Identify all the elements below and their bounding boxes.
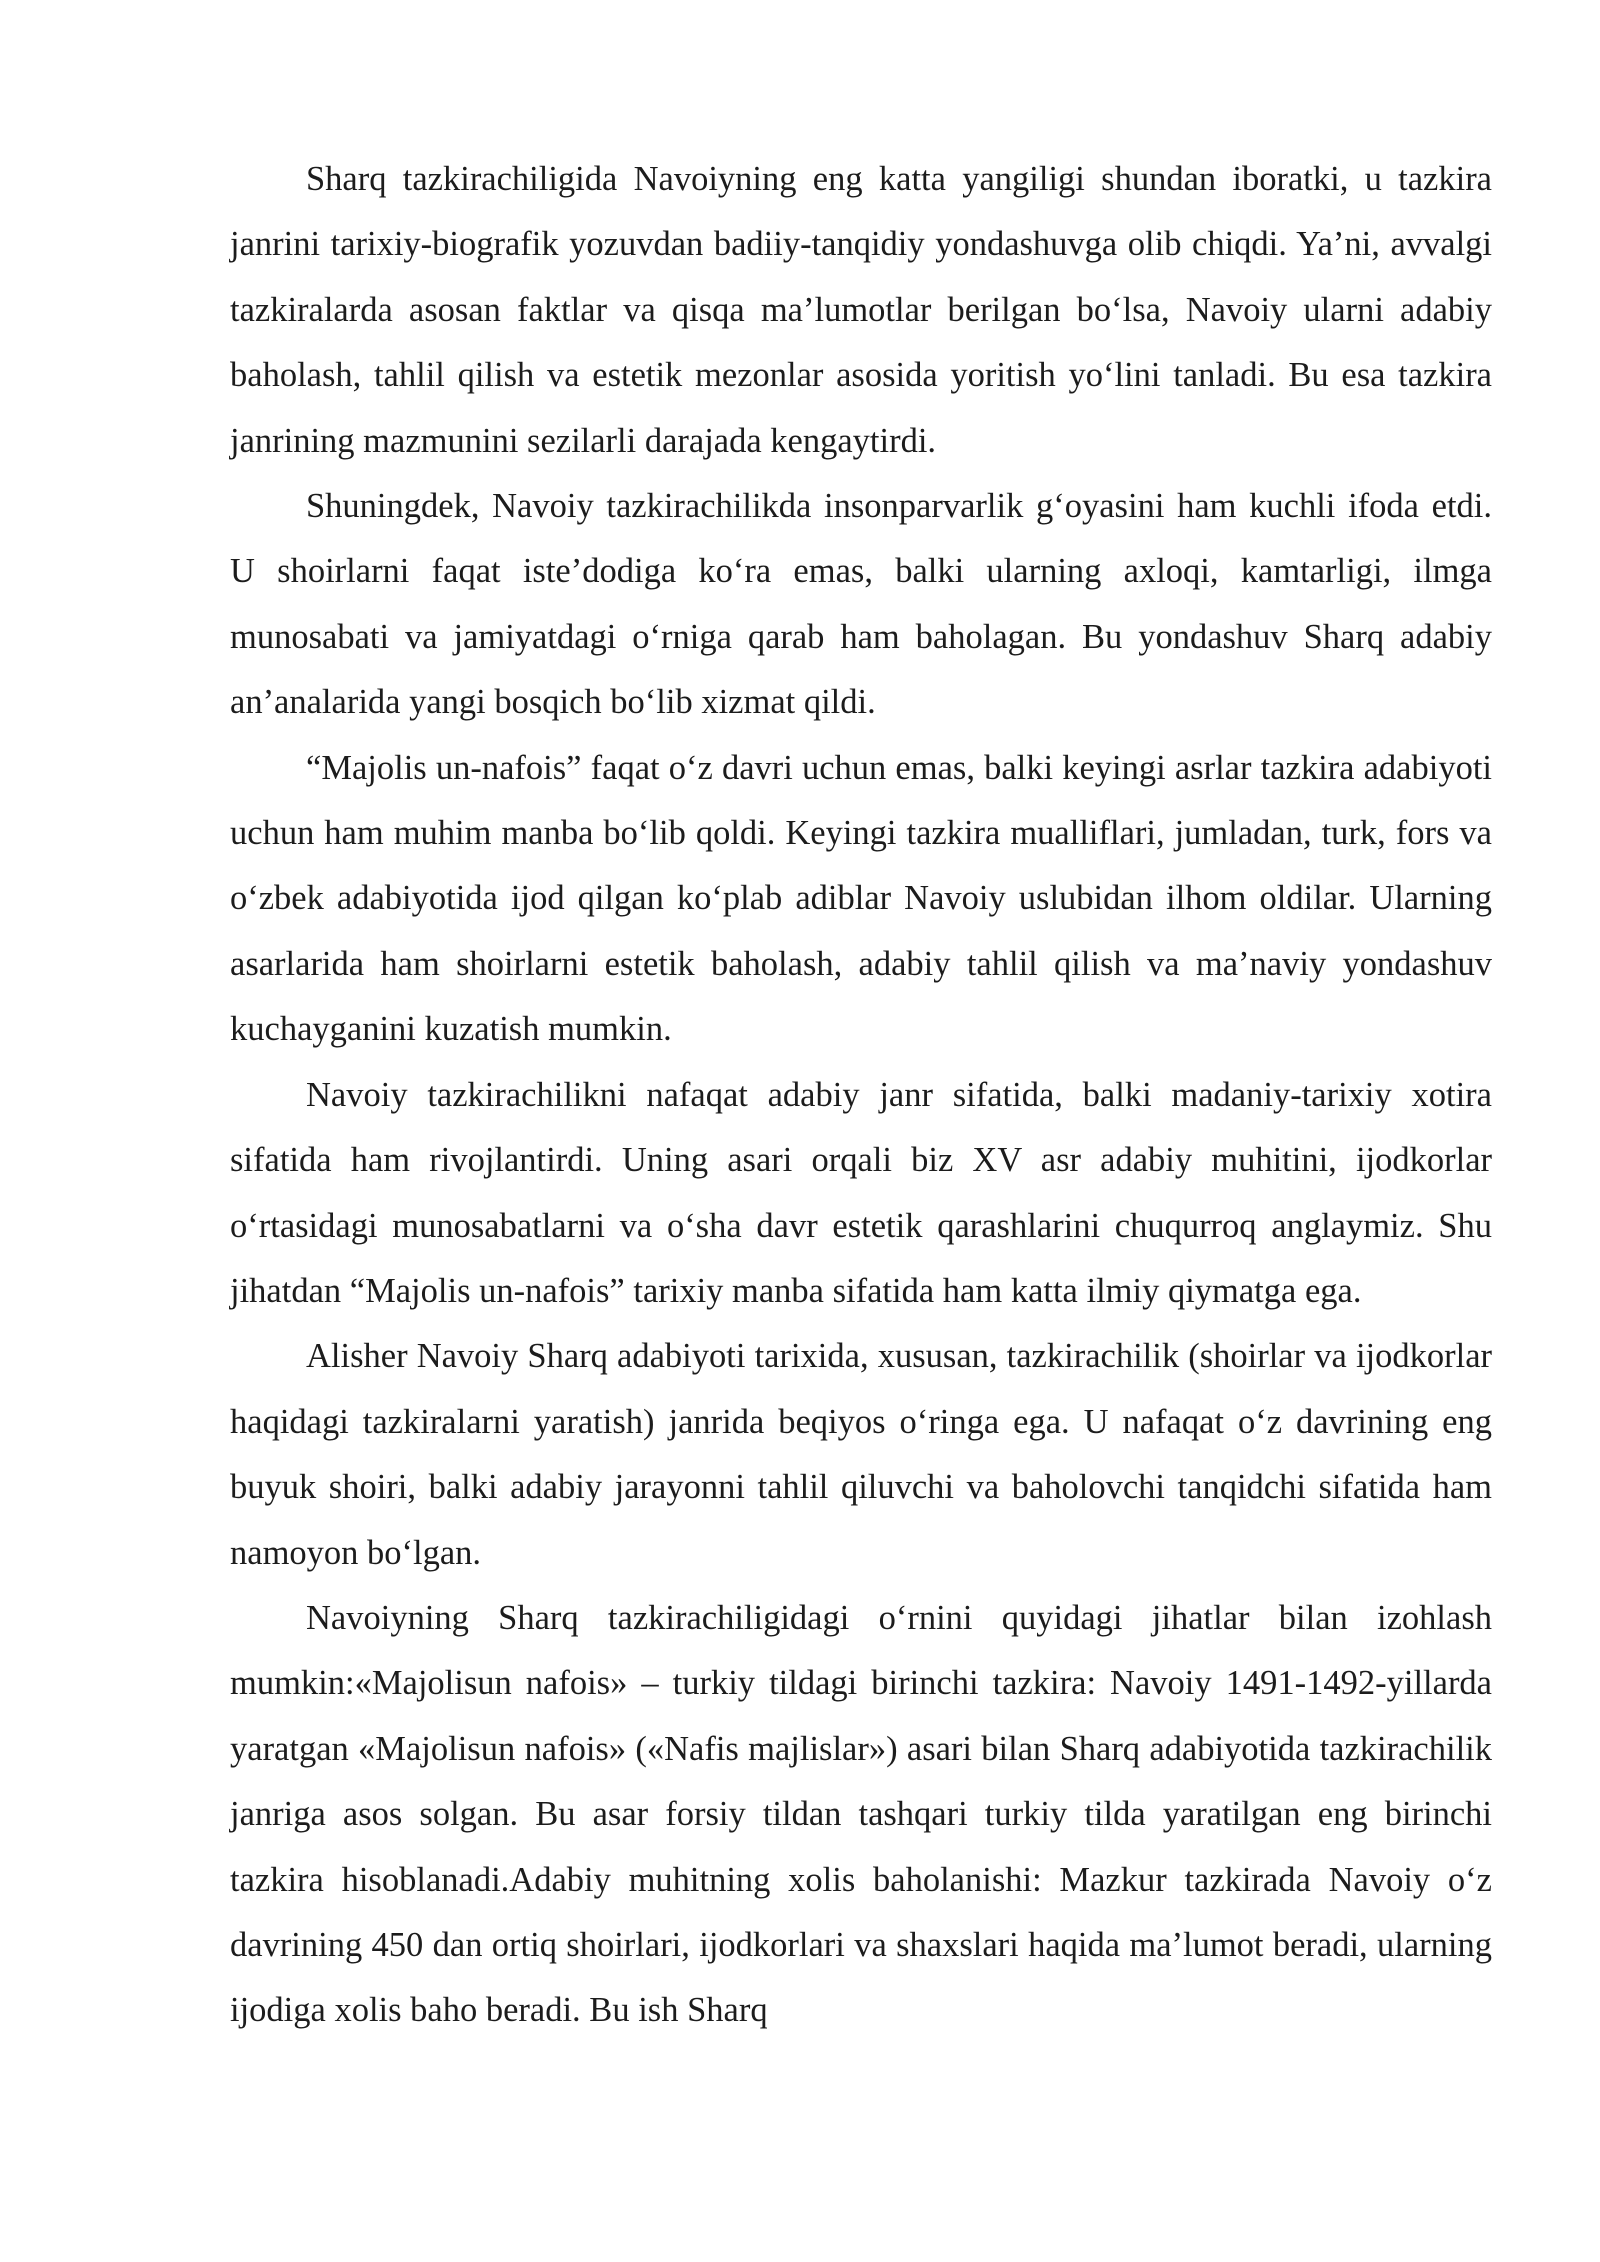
paragraph-5: Alisher Navoiy Sharq adabiyoti tarixida, xususan, tazkirachilik (shoirlar va ijodkorlar haqidagi tazkiralarni yaratish) janrida beqiyos o‘ringa ega. U nafaqat o‘z davrining eng buyuk shoiri, balki adabiy jarayonni tahlil qiluvchi va baholovchi tanqidchi sifatida ham namoyon bo‘lgan. (230, 1337, 1492, 1572)
paragraph-1: Sharq tazkirachiligida Navoiyning eng katta yangiligi shundan iboratki, u tazkira janrini tarixiy-biografik yozuvdan badiiy-tanqidiy yondashuvga olib chiqdi. Ya’ni, avvalgi tazkiralarda asosan faktlar va qisqa ma’lumotlar berilgan bo‘lsa, Navoiy ularni adabiy baholash, tahlil qilish va estetik mezonlar asosida yoritish yo‘lini tanladi. Bu esa tazkira janrining mazmunini sezilarli darajada kengaytirdi. (230, 160, 1492, 460)
document-body (230, 147, 1492, 2044)
paragraph-2: Shuningdek, Navoiy tazkirachilikda insonparvarlik g‘oyasini ham kuchli ifoda etdi. U shoirlarni faqat iste’dodiga ko‘ra emas, balki ularning axloqi, kamtarligi, ilmga munosabati va jamiyatdagi o‘rniga qarab ham baholagan. Bu yondashuv Sharq adabiy an’analarida yangi bosqich bo‘lib xizmat qildi. (230, 487, 1492, 722)
paragraph-4: Navoiy tazkirachilikni nafaqat adabiy janr sifatida, balki madaniy-tarixiy xotira sifatida ham rivojlantirdi. Uning asari orqali biz XV asr adabiy muhitini, ijodkorlar o‘rtasidagi munosabatlarni va o‘sha davr estetik qarashlarini chuqurroq anglaymiz. Shu jihatdan “Majolis un-nafois” tarixiy manba sifatida ham katta ilmiy qiymatga ega. (230, 1075, 1492, 1310)
paragraph-3: “Majolis un-nafois” faqat o‘z davri uchun emas, balki keyingi asrlar tazkira adabiyoti uchun ham muhim manba bo‘lib qoldi. Keyingi tazkira mualliflari, jumladan, turk, fors va o‘zbek adabiyotida ijod qilgan ko‘plab adiblar Navoiy uslubidan ilhom oldilar. Ularning asarlarida ham shoirlarni estetik baholash, adabiy tahlil qilish va ma’naviy yondashuv kuchayganini kuzatish mumkin. (230, 748, 1492, 1049)
paragraph-6: Navoiyning Sharq tazkirachiligidagi o‘rnini quyidagi jihatlar bilan izohlash mumkin:«Majolisun nafois» – turkiy tildagi birinchi tazkira: Navoiy 1491-1492-yillarda yaratgan «Majolisun nafois» («Nafis majlislar») asari bilan Sharq adabiyotida tazkirachilik janriga asos solgan. Bu asar forsiy tildan tashqari turkiy tilda yaratilgan eng birinchi tazkira hisoblanadi.Adabiy muhitning xolis baholanishi: Mazkur tazkirada Navoiy o‘z davrining 450 dan ortiq shoirlari, ijodkorlari va shaxslari haqida ma’lumot beradi, ularning ijodiga xolis baho beradi. Bu ish Sharq (230, 1598, 1492, 2030)
